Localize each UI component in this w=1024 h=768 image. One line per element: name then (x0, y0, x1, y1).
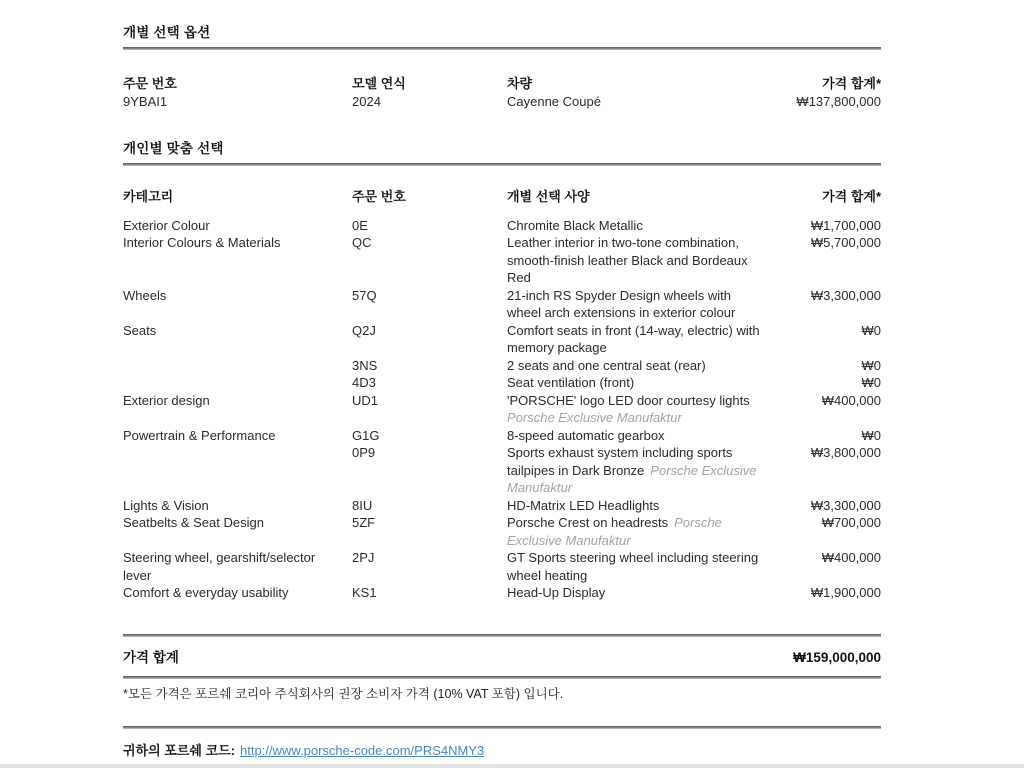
row-desc (507, 357, 775, 375)
row-price: ₩400,000 (821, 392, 881, 408)
header-option-spec: 개별 선택 사양 (507, 189, 590, 204)
row-desc-text: GT Sports steering wheel including steering wheel heating (507, 550, 759, 583)
row-category: Steering wheel, gearshift/selector lever (123, 550, 316, 583)
table-row (123, 392, 881, 427)
vehicle-info-values (123, 93, 881, 111)
document-content (123, 0, 881, 759)
footer-divider (123, 726, 881, 729)
row-code: QC (352, 235, 372, 250)
row-price: ₩1,900,000 (810, 585, 881, 600)
row-desc-text: 8-speed automatic gearbox (507, 427, 665, 443)
porsche-code-line (123, 742, 881, 760)
header-order-number: 주문 번호 (123, 76, 177, 91)
header-category: 카테고리 (123, 189, 174, 204)
value-vehicle: Cayenne Coupé (507, 93, 601, 109)
row-category: Comfort & everyday usability (123, 585, 289, 600)
row-category: Seatbelts & Seat Design (123, 515, 264, 530)
row-code: 8IU (352, 497, 373, 513)
row-category: Exterior design (123, 392, 210, 408)
table-row (123, 217, 881, 235)
row-desc (507, 584, 775, 602)
row-category: Interior Colours & Materials (123, 235, 281, 250)
row-price: ₩3,800,000 (810, 445, 881, 460)
header-vehicle: 차량 (507, 76, 533, 91)
row-desc-text: Sports exhaust system including sports tailpipes in Dark Bronze (507, 445, 733, 478)
row-price: ₩0 (861, 427, 881, 443)
row-code: 57Q (352, 287, 377, 303)
row-code: KS1 (352, 585, 377, 600)
row-desc-text: Chromite Black Metallic (507, 217, 643, 233)
table-row (123, 357, 881, 375)
row-code: G1G (352, 427, 380, 443)
row-desc (507, 322, 775, 357)
price-total-value: ₩159,000,000 (793, 649, 881, 665)
table-row (123, 584, 881, 602)
row-desc (507, 444, 775, 497)
total-divider-bottom (123, 676, 881, 679)
row-desc-text: Leather interior in two-tone combination, smooth-finish leather Black and Bordeaux Red (507, 235, 748, 285)
table-row (123, 322, 881, 357)
table-row (123, 234, 881, 287)
row-desc-text: Porsche Crest on headrests (507, 515, 669, 530)
table-row (123, 549, 881, 584)
porsche-code-link[interactable]: http://www.porsche-code.com/PRS4NMY3 (240, 742, 485, 758)
row-code: 3NS (352, 357, 378, 373)
total-divider-top (123, 634, 881, 637)
vat-footnote: *모든 가격은 포르쉐 코리아 주식회사의 권장 소비자 가격 (10% VAT 포함) 입니다. (123, 687, 564, 701)
options-table-body (123, 217, 881, 602)
row-desc-text: 'PORSCHE' logo LED door courtesy lights (507, 392, 750, 408)
row-desc-text: 21-inch RS Spyder Design wheels with wheel arch extensions in exterior colour (507, 287, 736, 320)
row-desc (507, 497, 775, 515)
row-desc-text: Comfort seats in front (14-way, electric) with memory package (507, 322, 760, 355)
row-price: ₩700,000 (821, 515, 881, 530)
row-desc-text: HD-Matrix LED Headlights (507, 497, 660, 513)
row-price: ₩3,300,000 (810, 497, 881, 513)
row-price: ₩400,000 (821, 550, 881, 565)
value-price-total: ₩137,800,000 (796, 93, 881, 109)
row-desc (507, 374, 775, 392)
row-desc-text: Seat ventilation (front) (507, 375, 635, 390)
section1-title: 개별 선택 옵션 (123, 25, 211, 40)
section2-divider (123, 163, 881, 166)
row-manufaktur-label: Porsche Exclusive Manufaktur (507, 410, 682, 425)
table-row (123, 497, 881, 515)
section1-divider (123, 47, 881, 50)
table-row (123, 444, 881, 497)
price-total-row (123, 649, 881, 667)
row-price: ₩0 (861, 357, 881, 373)
row-manufaktur-label: Porsche Exclusive Manufaktur (507, 515, 722, 548)
header-order-code: 주문 번호 (352, 189, 406, 204)
row-manufaktur-label: Porsche Exclusive Manufaktur (507, 462, 757, 495)
row-desc (507, 549, 775, 584)
row-code: 0P9 (352, 445, 376, 460)
row-code: 0E (352, 217, 368, 233)
row-price: ₩5,700,000 (810, 235, 881, 250)
row-desc (507, 514, 775, 549)
row-price: ₩1,700,000 (810, 217, 881, 233)
table-row (123, 287, 881, 322)
page-bottom-edge (0, 764, 1024, 768)
table-row (123, 374, 881, 392)
price-total-label: 가격 합계 (123, 649, 179, 665)
header-option-price: 가격 합계* (822, 189, 881, 204)
row-code: 4D3 (352, 375, 376, 390)
row-desc-text: Head-Up Display (507, 585, 606, 600)
porsche-code-label: 귀하의 포르쉐 코드: (123, 742, 236, 758)
row-price: ₩0 (861, 375, 881, 390)
row-price: ₩0 (861, 322, 881, 338)
row-code: UD1 (352, 392, 379, 408)
value-model-year: 2024 (352, 93, 381, 109)
section2-title: 개인별 맞춤 선택 (123, 141, 224, 156)
row-category: Lights & Vision (123, 497, 209, 513)
row-category: Seats (123, 322, 157, 338)
row-category: Exterior Colour (123, 217, 210, 233)
row-category: Wheels (123, 287, 167, 303)
row-code: 5ZF (352, 515, 376, 530)
row-desc (507, 287, 775, 322)
row-desc (507, 217, 775, 235)
options-table-header (123, 188, 881, 206)
table-row (123, 514, 881, 549)
row-desc (507, 392, 775, 427)
row-desc (507, 234, 775, 287)
row-desc (507, 427, 775, 445)
row-code: 2PJ (352, 550, 375, 565)
header-price-total: 가격 합계* (822, 76, 881, 91)
row-desc-text: 2 seats and one central seat (rear) (507, 357, 706, 373)
value-order-number: 9YBAI1 (123, 93, 168, 109)
row-code: Q2J (352, 322, 376, 338)
row-category: Powertrain & Performance (123, 427, 276, 443)
header-model-year: 모델 연식 (352, 76, 406, 91)
vehicle-info-header (123, 75, 881, 93)
table-row (123, 427, 881, 445)
row-price: ₩3,300,000 (810, 287, 881, 303)
